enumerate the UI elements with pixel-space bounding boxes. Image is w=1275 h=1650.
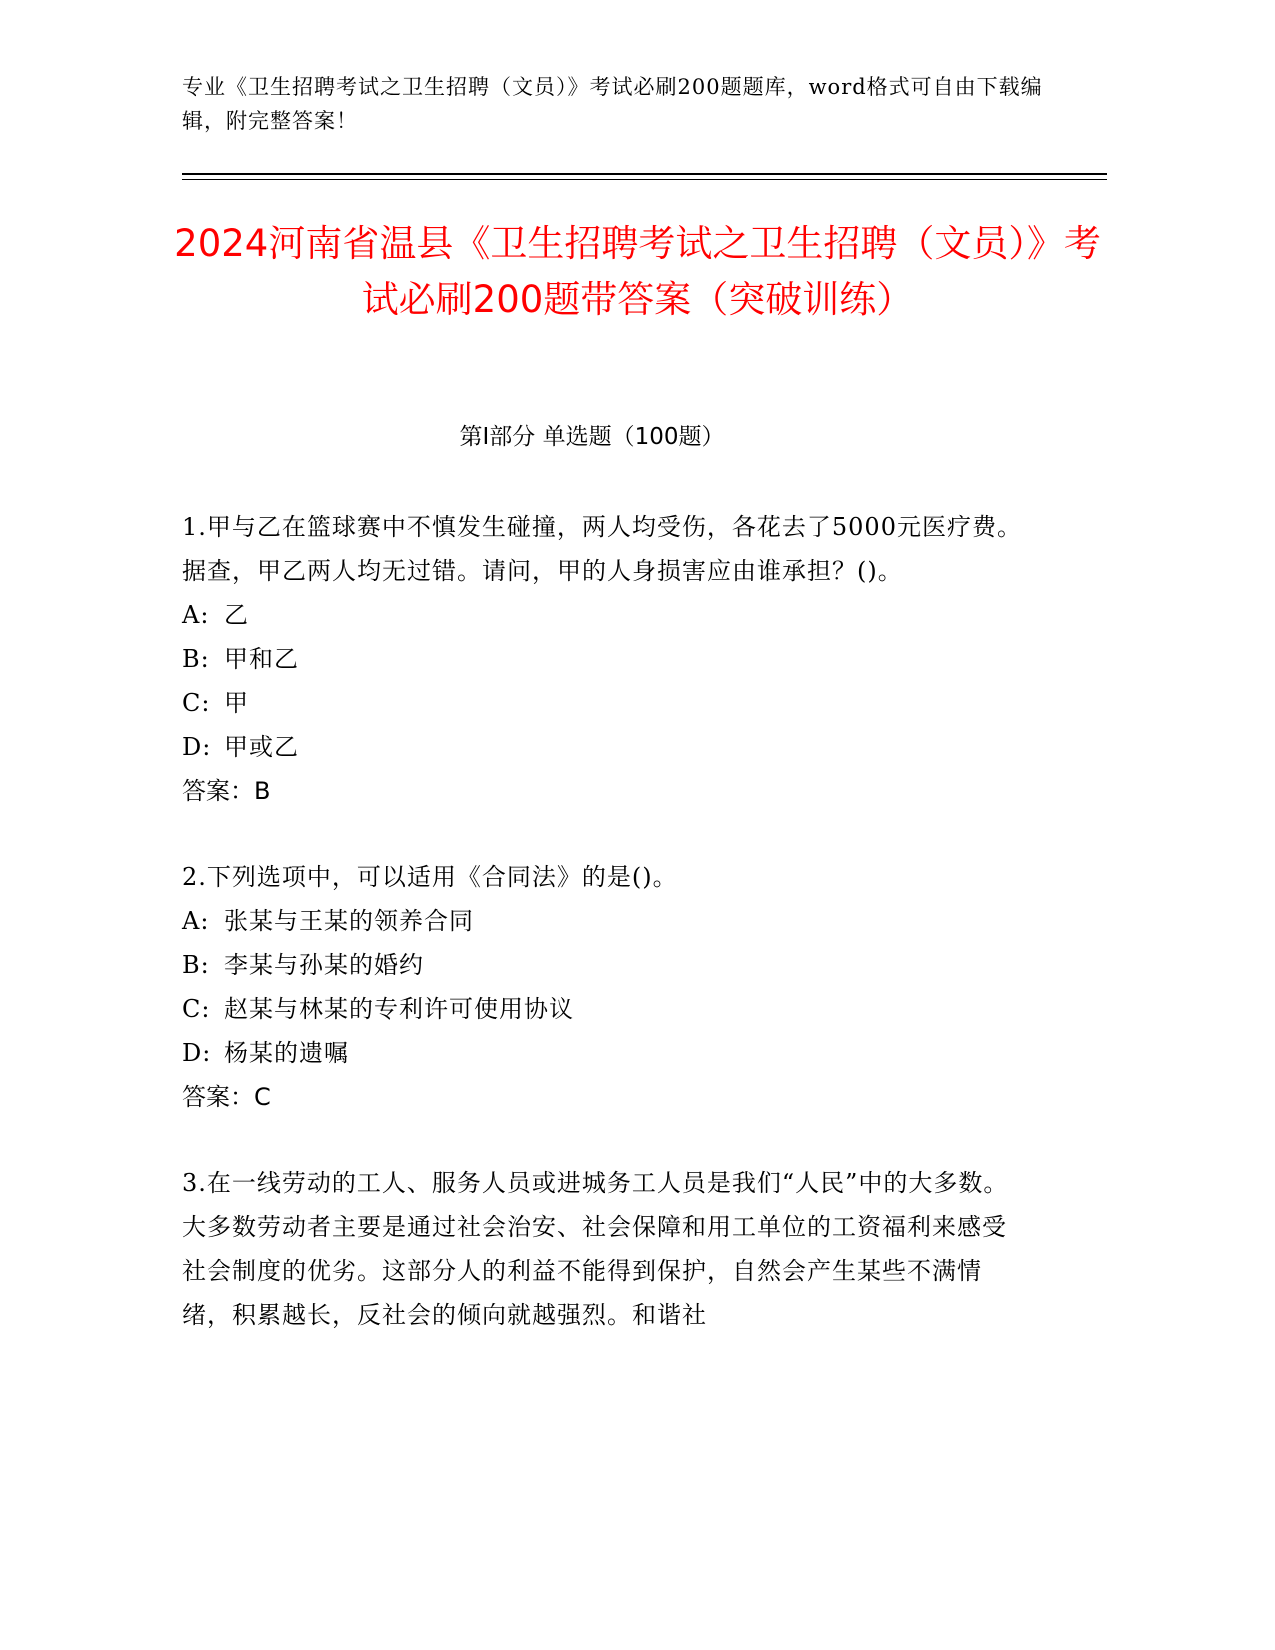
option-letter: A: (182, 601, 210, 629)
question-3 (182, 1161, 1027, 1337)
question-list (182, 505, 1027, 1379)
option-a (182, 593, 1027, 637)
header-divider-thick (182, 173, 1107, 175)
option-text: 甲 (224, 689, 249, 717)
option-text: 甲或乙 (224, 733, 299, 761)
option-d (182, 1031, 1027, 1075)
option-letter: B: (182, 951, 210, 979)
option-text: 甲和乙 (224, 645, 299, 673)
option-d (182, 725, 1027, 769)
option-b (182, 943, 1027, 987)
answer-line: 答案：C (182, 1083, 271, 1111)
option-text: 杨某的遗嘱 (224, 1039, 349, 1067)
question-1 (182, 505, 1027, 813)
option-letter: A: (182, 907, 210, 935)
question-stem: 1.甲与乙在篮球赛中不慎发生碰撞，两人均受伤，各花去了5000元医疗费。据查，甲乙两人均无过错。请问，甲的人身损害应由谁承担？()。 (182, 513, 1022, 585)
question-stem: 3.在一线劳动的工人、服务人员或进城务工人员是我们“人民”中的大多数。大多数劳动者主要是通过社会治安、社会保障和用工单位的工资福利来感受社会制度的优劣。这部分人的利益不能得到保护，自然会产生某些不满情绪，积累越长，反社会的倾向就越强烈。和谐社 (182, 1169, 1009, 1329)
option-c (182, 987, 1027, 1031)
option-a (182, 899, 1027, 943)
option-text: 李某与孙某的婚约 (224, 951, 424, 979)
question-2 (182, 855, 1027, 1119)
option-c (182, 681, 1027, 725)
header-divider-thin (182, 179, 1107, 180)
option-letter: B: (182, 645, 210, 673)
section-heading: 第Ⅰ部分 单选题（100题） (459, 424, 725, 450)
option-letter: D: (182, 1039, 212, 1067)
option-text: 张某与王某的领养合同 (224, 907, 474, 935)
option-letter: C: (182, 995, 211, 1023)
document-header: 专业《卫生招聘考试之卫生招聘（文员）》考试必刷200题题库，word格式可自由下载编辑，附完整答案！ (182, 75, 1043, 133)
question-stem: 2.下列选项中，可以适用《合同法》的是()。 (182, 863, 678, 891)
option-b (182, 637, 1027, 681)
option-text: 赵某与林某的专利许可使用协议 (224, 995, 574, 1023)
answer-line: 答案：B (182, 777, 271, 805)
option-letter: D: (182, 733, 212, 761)
option-text: 乙 (224, 601, 249, 629)
option-letter: C: (182, 689, 211, 717)
document-title: 2024河南省温县《卫生招聘考试之卫生招聘（文员）》考试必刷200题带答案（突破训练） (174, 222, 1101, 321)
